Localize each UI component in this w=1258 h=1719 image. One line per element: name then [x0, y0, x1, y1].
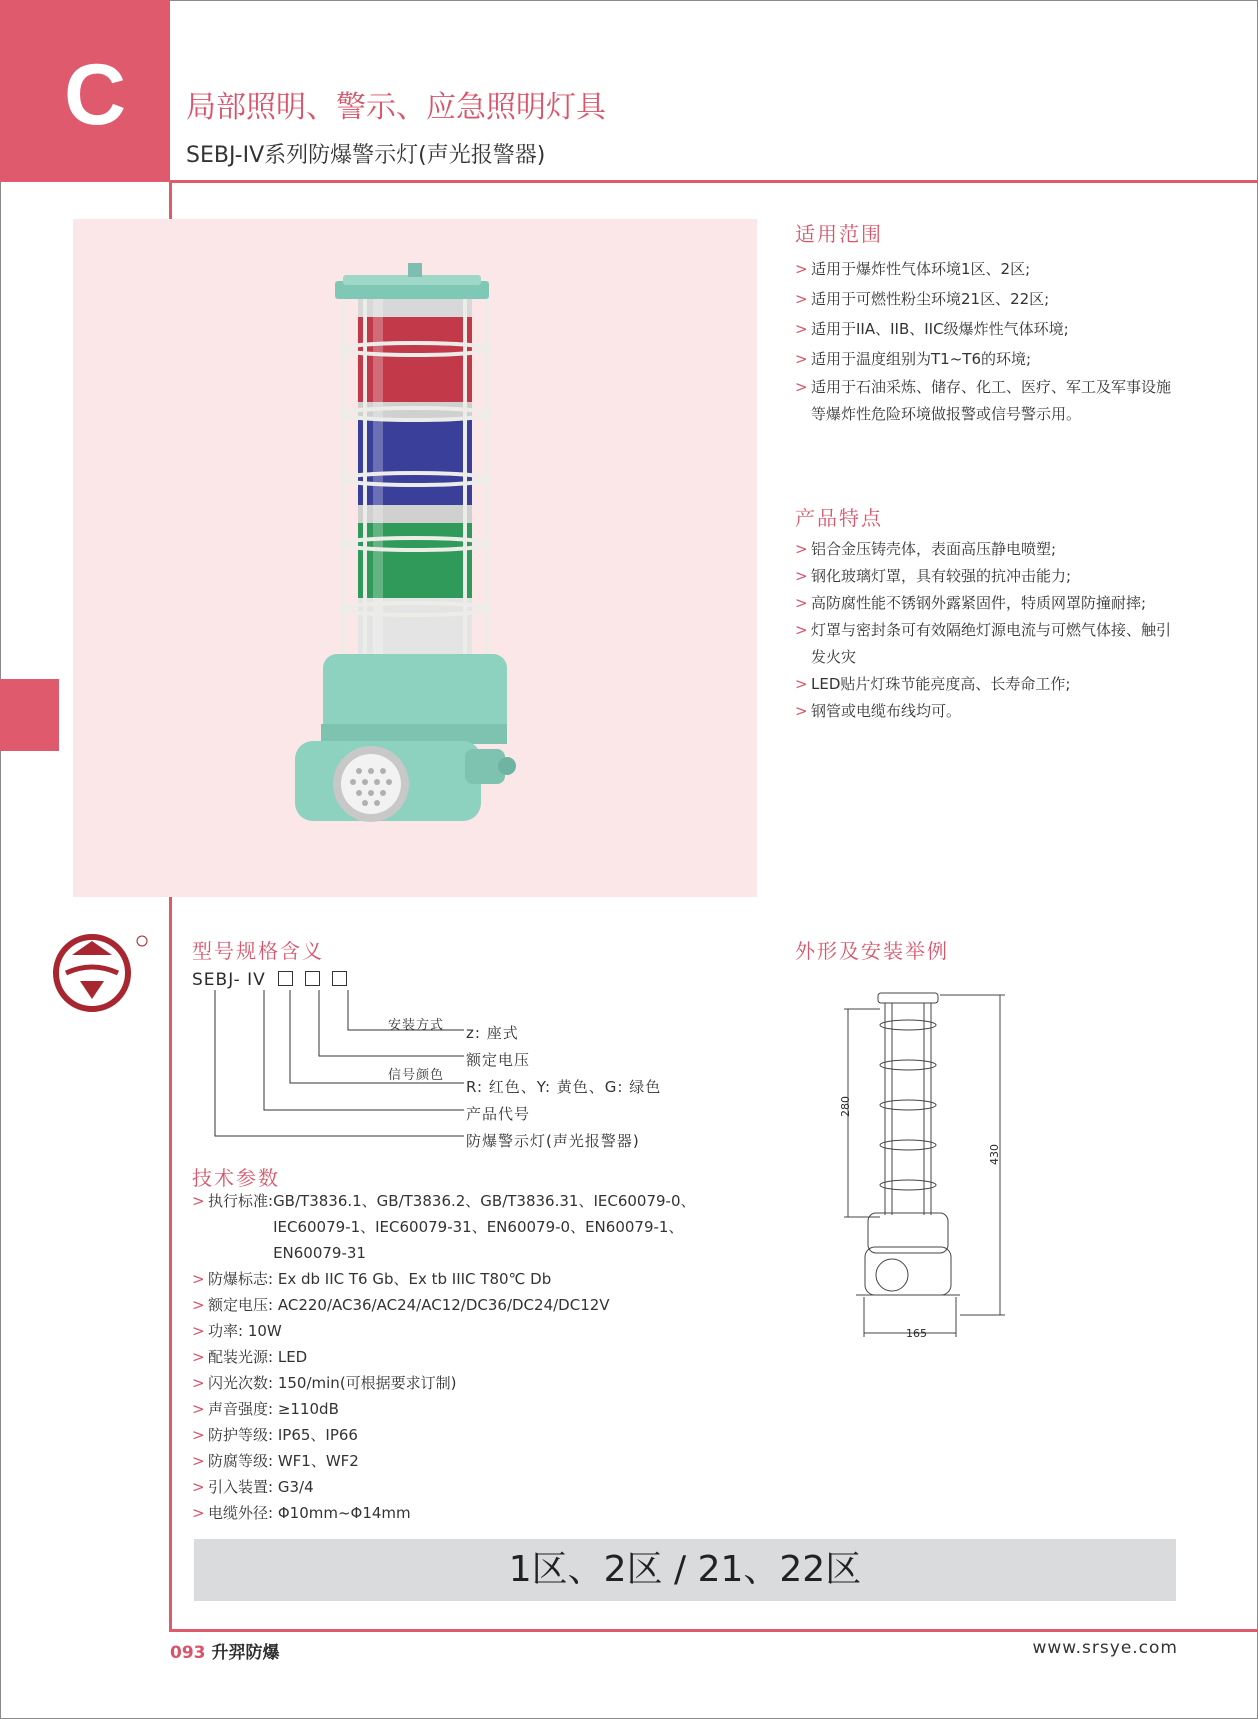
tech-item — [192, 1344, 752, 1370]
tech-label: 额定电压: — [208, 1296, 274, 1314]
zone-banner: 1区、2区 / 21、22区 — [194, 1539, 1176, 1601]
section-letter: C — [63, 47, 127, 143]
product-image-panel — [73, 219, 757, 897]
page-number: 093 — [170, 1643, 206, 1663]
footer-url: www.srsye.com — [1032, 1638, 1178, 1658]
tech-value: Ex db IIC T6 Gb、Ex tb IIIC T80℃ Db — [277, 1270, 552, 1288]
color-label: 信号颜色 — [388, 1068, 445, 1083]
footer-brand: 升羿防爆 — [211, 1643, 280, 1663]
tech-list — [192, 1188, 752, 1526]
dim-cage-height: 280 — [839, 1096, 852, 1117]
color-value: R: 红色、Y: 黄色、G: 绿色 — [466, 1078, 662, 1096]
footer-rule — [169, 1629, 1258, 1632]
install-value: z: 座式 — [466, 1024, 519, 1042]
scope-item: > 适用于石油采炼、储存、化工、医疗、军工及军事设施等爆炸性危险环境做报警或信号警示用。 — [795, 374, 1185, 428]
scope-item: > 适用于可燃性粉尘环境21区、22区; — [795, 284, 1185, 314]
tech-label: 电缆外径: — [208, 1504, 274, 1522]
model-code — [192, 970, 347, 990]
product-code: 产品代号 — [466, 1105, 531, 1123]
tech-item — [192, 1422, 752, 1448]
voltage-label: 额定电压 — [466, 1051, 531, 1069]
tech-value: LED — [277, 1348, 308, 1366]
tech-item — [192, 1188, 752, 1266]
tech-label: 防爆标志: — [208, 1270, 274, 1288]
tech-label: > 执行标准: — [208, 1192, 274, 1210]
tech-title: 技术参数 — [192, 1166, 280, 1190]
tech-label: 防护等级: — [208, 1426, 274, 1444]
tech-value: 150/min(可根据要求订制) — [277, 1374, 457, 1392]
tech-label: 配装光源: — [208, 1348, 274, 1366]
tech-value: IP65、IP66 — [277, 1426, 358, 1444]
feature-item: > 铝合金压铸壳体，表面高压静电喷塑; — [795, 536, 1185, 563]
tech-item — [192, 1396, 752, 1422]
warning-light-image — [73, 219, 757, 897]
tech-item — [192, 1370, 752, 1396]
side-tab — [0, 679, 59, 751]
tech-value: WF1、WF2 — [277, 1452, 359, 1470]
features-list — [795, 536, 1185, 725]
scope-item: > 适用于IIA、IIB、IIC级爆炸性气体环境; — [795, 314, 1185, 344]
page-subtitle: SEBJ-IV系列防爆警示灯(声光报警器) — [186, 143, 546, 168]
tech-value: Φ10mm~Φ14mm — [277, 1504, 411, 1522]
code-box-3 — [332, 971, 347, 986]
tech-label: 功率: — [208, 1322, 244, 1340]
feature-item: > 钢化玻璃灯罩，具有较强的抗冲击能力; — [795, 563, 1185, 590]
brand-logo — [50, 933, 150, 1013]
footer-page — [170, 1638, 280, 1663]
tech-item — [192, 1266, 752, 1292]
scope-item: > 适用于爆炸性气体环境1区、2区; — [795, 254, 1185, 284]
dim-total-height: 430 — [988, 1144, 1001, 1165]
tech-label: 引入装置: — [208, 1478, 274, 1496]
feature-item: > LED贴片灯珠节能亮度高、长寿命工作; — [795, 671, 1185, 698]
code-box-1 — [278, 971, 293, 986]
scope-title: 适用范围 — [795, 222, 883, 246]
tech-label: 防腐等级: — [208, 1452, 274, 1470]
dimensions-title: 外形及安装举例 — [795, 939, 949, 963]
feature-item: > 钢管或电缆布线均可。 — [795, 698, 1185, 725]
tech-item — [192, 1292, 752, 1318]
tech-item — [192, 1500, 752, 1526]
tech-value: 10W — [247, 1322, 282, 1340]
feature-item: > 高防腐性能不锈钢外露紧固件，特质网罩防撞耐摔; — [795, 590, 1185, 617]
tech-value: AC220/AC36/AC24/AC12/DC36/DC24/DC12V — [277, 1296, 610, 1314]
tech-label: 闪光次数: — [208, 1374, 274, 1392]
scope-list — [795, 254, 1185, 428]
tech-item — [192, 1448, 752, 1474]
install-label: 安装方式 — [388, 1018, 445, 1033]
code-box-2 — [305, 971, 320, 986]
page-title: 局部照明、警示、应急照明灯具 — [186, 90, 606, 125]
model-title: 型号规格含义 — [192, 939, 324, 963]
tech-value: G3/4 — [277, 1478, 314, 1496]
model-leader-lines — [192, 990, 492, 1140]
tech-item — [192, 1474, 752, 1500]
header-rule — [170, 180, 1258, 183]
dim-width: 165 — [906, 1327, 927, 1340]
tech-label: 声音强度: — [208, 1400, 274, 1418]
features-title: 产品特点 — [795, 506, 883, 530]
tech-value: GB/T3836.1、GB/T3836.2、GB/T3836.31、IEC60079-0、IEC60079-1、IEC60079-31、EN60079-0、EN60079-1、EN60079-31 — [273, 1192, 696, 1262]
product-name: 防爆警示灯(声光报警器) — [466, 1132, 640, 1150]
dimension-drawing — [840, 985, 1020, 1345]
tech-item — [192, 1318, 752, 1344]
model-code-text: SEBJ- IV — [192, 970, 266, 990]
tech-value: ≥110dB — [277, 1400, 339, 1418]
scope-item: > 适用于温度组别为T1~T6的环境; — [795, 344, 1185, 374]
feature-item: > 灯罩与密封条可有效隔绝灯源电流与可燃气体接、触引发火灾 — [795, 617, 1185, 671]
